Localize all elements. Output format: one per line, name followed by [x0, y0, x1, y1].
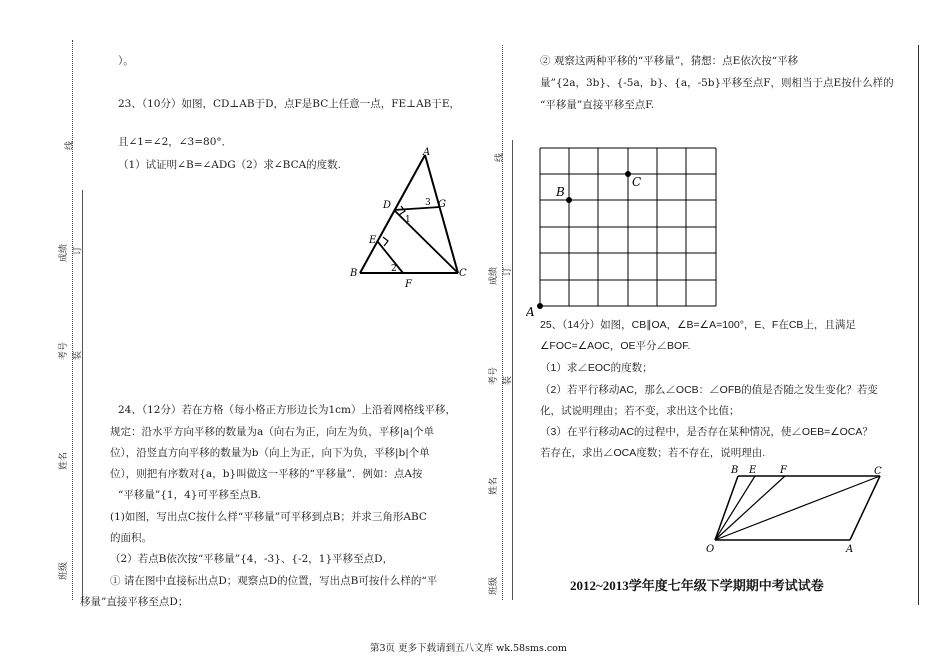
q23-label-C: C	[459, 268, 467, 279]
q23-angle-2: 2	[391, 264, 397, 274]
center-binding-dotted-line	[502, 45, 503, 600]
q25-line3: （1）求∠EOC的度数；	[540, 362, 653, 374]
grid-point-A	[537, 303, 543, 309]
left-bind-label: 订	[73, 245, 83, 255]
q24-line7: 的面积。	[110, 532, 152, 544]
left-name-label: 姓名	[59, 451, 69, 470]
grid-label-A: A	[526, 305, 535, 319]
right-exam-no-label: 考号	[489, 366, 499, 385]
q24-cont-line3: “平移量”直接平移至点F.	[540, 99, 655, 111]
q23-label-B: B	[350, 268, 358, 279]
q25-label-F: F	[780, 465, 787, 476]
q25-line1: 25、（14分）如图，CB∥OA，∠B=∠A=100°，E、F在CB上，且满足	[540, 319, 856, 331]
q23-angle-1: 1	[405, 215, 411, 225]
q25-line7: 若存在，求出∠OCA度数；若不存在，说明理由.	[540, 447, 766, 459]
q25-label-E: E	[749, 465, 757, 476]
q23-label-F: F	[405, 279, 412, 290]
grid-point-C	[625, 171, 631, 177]
q23-line3: （1）试证明∠B=∠ADG（2）求∠BCA的度数.	[118, 159, 342, 171]
q23-label-E: E	[369, 235, 377, 246]
q25-line6: （3）在平行移动AC的过程中，是否存在某种情况，使∠OEB=∠OCA？	[540, 426, 873, 438]
q23-label-A: A	[423, 147, 431, 158]
right-fold-label: 装	[503, 375, 513, 385]
q24-cont-line1: ② 观察这两种平移的“平移量”，猜想：点E依次按“平移	[540, 55, 799, 67]
q22-tail: ）。	[118, 55, 134, 67]
q23-line2: 且∠1=∠2，∠3=80°．	[118, 136, 233, 148]
q24-cont-line2: 量”{2a，3b}、{-5a，b}、{a，-5b}平移至点F，则相当于点E按什么样的	[540, 77, 894, 89]
right-bind-label: 订	[503, 266, 513, 276]
q24-line6: (1)如图，写出点C按什么样“平移量”可平移到点B；并求三角形ABC	[110, 511, 427, 523]
left-binding-dotted-line	[72, 40, 73, 600]
q23-triangle-figure	[345, 145, 475, 290]
q25-parallelogram-figure	[700, 462, 890, 554]
q23-label-D: D	[383, 200, 392, 211]
left-line-label: 线	[65, 140, 75, 150]
grid-label-C: C	[632, 175, 642, 189]
q23-line1: 23、（10分）如图，CD⊥AB于D，点F是BC上任意一点，FE⊥AB于E，	[118, 98, 461, 110]
q25-line2: ∠FOC=∠AOC，OE平分∠BOF.	[540, 340, 691, 352]
q25-label-O: O	[706, 544, 715, 554]
center-margin-rule	[512, 140, 513, 600]
q24-line9: ① 请在图中直接标出点D；观察点D的位置，写出点B可按什么样的“平	[110, 575, 438, 587]
q24-line4: 位），则把有序数对{a，b}叫做这一平移的“平移量”．例如：点A按	[110, 468, 423, 480]
q25-line4: （2）若平行移动AC，那么∠OCB：∠OFB的值是否随之发生变化？若变	[540, 384, 878, 396]
q24-line3: 位），沿竖直方向平移的数量为b（向上为正，向下为负，平移|b|个单	[110, 447, 430, 459]
right-score-label: 成绩	[489, 266, 499, 285]
q25-label-A: A	[846, 544, 854, 554]
q24-line2: 规定：沿水平方向平移的数量为a（向右为正，向左为负，平移|a|个单	[110, 426, 435, 438]
left-fold-label: 装	[73, 350, 83, 360]
q24-line5: “平移量”{1，4}可平移至点B.	[118, 489, 262, 501]
right-class-label: 班级	[489, 576, 499, 595]
q25-line5: 化，试说明理由；若不变，求出这个比值；	[540, 405, 740, 417]
q24-line8: （2）若点B依次按“平移量”{4，-3}、{-2，1}平移至点D，	[110, 553, 394, 565]
right-line-label: 线	[495, 152, 505, 162]
q24-line1: 24、（12分）若在方格（每小格正方形边长为1cm）上沿着网格线平移，	[118, 404, 456, 416]
q23-angle-3: 3	[425, 198, 431, 208]
page-footer: 第3页 更多下载请到五八文库 wk.58sms.com	[370, 643, 567, 654]
q24-grid-figure	[526, 140, 726, 320]
right-name-label: 姓名	[489, 476, 499, 495]
left-class-label: 班级	[59, 561, 69, 580]
q24-line10: 移量”直接平移至点D；	[80, 596, 189, 608]
exam-title: 2012~2013学年度七年级下学期期中考试试卷	[570, 578, 824, 593]
q23-label-G: G	[438, 199, 446, 210]
left-score-label: 成绩	[59, 243, 69, 262]
grid-label-B: B	[556, 185, 565, 199]
q25-label-B: B	[731, 465, 739, 476]
right-page-border	[918, 45, 919, 605]
left-exam-no-label: 考号	[59, 341, 69, 360]
grid-point-B	[566, 197, 572, 203]
q25-label-C: C	[874, 466, 882, 477]
